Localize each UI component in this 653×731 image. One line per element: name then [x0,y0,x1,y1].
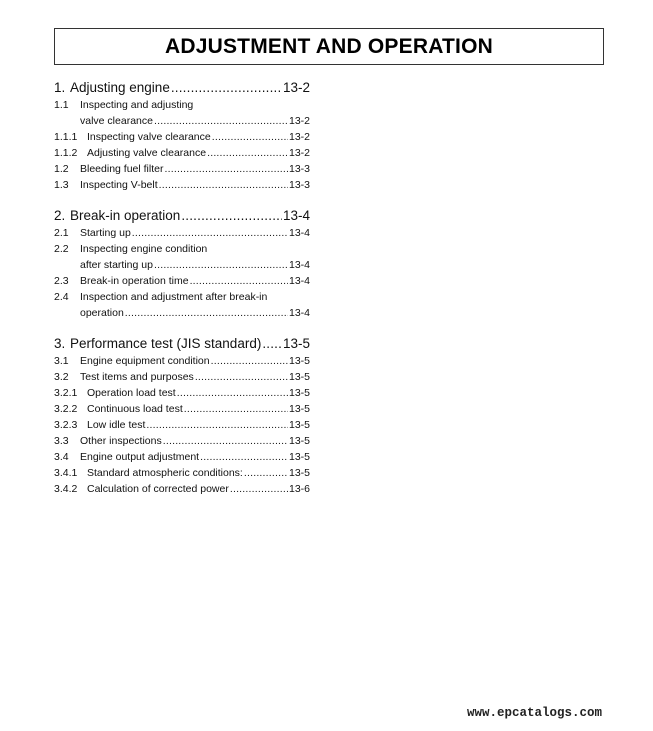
toc-page-number: 13-2 [288,131,310,143]
toc-entry[interactable] [54,129,310,145]
toc-leader-dots [181,207,282,225]
toc-chapter-entry[interactable] [54,335,310,353]
toc-leader-dots [244,465,288,481]
toc-entry[interactable] [54,481,310,497]
toc-entry[interactable] [54,369,310,385]
toc-entry-number: 1. [54,80,66,95]
toc-entry-title: Adjusting engine [70,80,170,95]
toc-entry-title: Test items and purposes [80,371,194,383]
toc-entry-number: 2.3 [54,275,69,287]
toc-leader-dots [212,129,288,145]
toc-entry-title: Continuous load test [87,403,183,415]
toc-entry-number: 3.1 [54,355,69,367]
toc-entry[interactable] [54,385,310,401]
toc-page-number: 13-2 [288,115,310,127]
toc-leader-dots [163,433,288,449]
toc-entry-number: 3.4 [54,451,69,463]
toc-leader-dots [125,305,288,321]
toc-page-number: 13-5 [288,371,310,383]
toc-entry-number: 3.2.1 [54,387,78,399]
toc-leader-dots [200,449,288,465]
toc-entry[interactable] [54,353,310,369]
toc-page-number: 13-4 [288,259,310,271]
toc-leader-dots [190,273,288,289]
toc-leader-dots [146,417,288,433]
toc-chapter-entry[interactable] [54,207,310,225]
toc-entry[interactable] [54,465,310,481]
toc-page-number: 13-5 [288,387,310,399]
toc-entry-number: 2.1 [54,227,69,239]
toc-entry-title: Inspecting V-belt [80,179,158,191]
toc-entry-number: 3.4.1 [54,467,78,479]
toc-entry-number: 3.2.3 [54,419,78,431]
toc-page-number: 13-5 [288,355,310,367]
toc-entry-number: 1.3 [54,179,69,191]
toc-leader-dots [262,335,282,353]
toc-leader-dots [177,385,288,401]
toc-entry-title: Other inspections [80,435,162,447]
toc-entry[interactable] [54,113,310,129]
toc-entry[interactable] [54,257,310,273]
toc-page-number: 13-4 [288,275,310,287]
toc-entry-title: Engine equipment condition [80,355,210,367]
toc-entry-title: Inspecting and adjusting [80,99,194,111]
toc-page-number: 13-2 [288,147,310,159]
toc-page-number: 13-5 [288,403,310,415]
toc-entry-number: 2.4 [54,291,69,303]
toc-page-number: 13-5 [288,451,310,463]
toc-leader-dots [154,257,288,273]
toc-page-number: 13-2 [282,80,310,95]
toc-section [54,207,310,321]
toc-entry-title: Calculation of corrected power [87,483,229,495]
toc-leader-dots [230,481,288,497]
toc-leader-dots [154,113,288,129]
toc-entry[interactable] [54,401,310,417]
toc-entry[interactable] [54,449,310,465]
toc-chapter-entry[interactable] [54,79,310,97]
toc-entry-title: Inspecting valve clearance [87,131,211,143]
toc-entry-title: Standard atmospheric conditions: [87,467,243,479]
toc-entry-number: 1.1 [54,99,69,111]
toc-entry-title: Performance test (JIS standard) [70,336,262,351]
toc-page-number: 13-4 [288,227,310,239]
toc-entry[interactable] [54,289,310,305]
toc-leader-dots [171,79,282,97]
toc-entry-number: 1.2 [54,163,69,175]
toc-entry-title: valve clearance [80,115,153,127]
toc-section [54,335,310,497]
toc-entry-title: operation [80,307,124,319]
toc-entry-title: Engine output adjustment [80,451,200,463]
toc-page-number: 13-5 [288,419,310,431]
toc-entry-title: Operation load test [87,387,176,399]
toc-leader-dots [195,369,288,385]
toc-entry-number: 3.2 [54,371,69,383]
toc-entry-number: 2. [54,208,66,223]
toc-leader-dots [207,145,288,161]
table-of-contents [54,79,310,497]
toc-leader-dots [164,161,288,177]
toc-page-number: 13-5 [282,336,310,351]
toc-entry-number: 3.3 [54,435,69,447]
toc-entry[interactable] [54,177,310,193]
toc-entry-number: 2.2 [54,243,69,255]
toc-page-number: 13-3 [288,163,310,175]
toc-entry-title: Adjusting valve clearance [87,147,207,159]
toc-entry-title: Inspection and adjustment after break-in [80,291,268,303]
toc-page-number: 13-6 [288,483,310,495]
toc-page-number: 13-5 [288,435,310,447]
title-box [54,28,604,65]
toc-leader-dots [159,177,288,193]
toc-section [54,79,310,193]
toc-entry[interactable] [54,145,310,161]
toc-entry-title: Break-in operation [70,208,181,223]
toc-leader-dots [211,353,288,369]
toc-leader-dots [132,225,288,241]
page-title: ADJUSTMENT AND OPERATION [165,34,493,58]
toc-page-number: 13-4 [288,307,310,319]
toc-entry-number: 3.4.2 [54,483,78,495]
toc-entry[interactable] [54,273,310,289]
toc-entry[interactable] [54,433,310,449]
toc-entry-title: Bleeding fuel filter [80,163,164,175]
toc-page-number: 13-5 [288,467,310,479]
toc-entry[interactable] [54,417,310,433]
toc-entry-number: 3.2.2 [54,403,78,415]
toc-entry[interactable] [54,305,310,321]
toc-entry[interactable] [54,97,310,113]
toc-entry-title: Inspecting engine condition [80,243,208,255]
toc-entry[interactable] [54,225,310,241]
toc-entry[interactable] [54,241,310,257]
toc-page-number: 13-4 [282,208,310,223]
toc-entry-title: Low idle test [87,419,146,431]
toc-entry-title: Starting up [80,227,131,239]
footer-url[interactable]: www.epcatalogs.com [466,706,602,720]
toc-entry-number: 1.1.1 [54,131,78,143]
toc-entry-title: Break-in operation time [80,275,189,287]
toc-page-number: 13-3 [288,179,310,191]
toc-entry-number: 1.1.2 [54,147,78,159]
toc-entry[interactable] [54,161,310,177]
toc-entry-title: after starting up [80,259,153,271]
toc-leader-dots [184,401,288,417]
toc-entry-number: 3. [54,336,66,351]
